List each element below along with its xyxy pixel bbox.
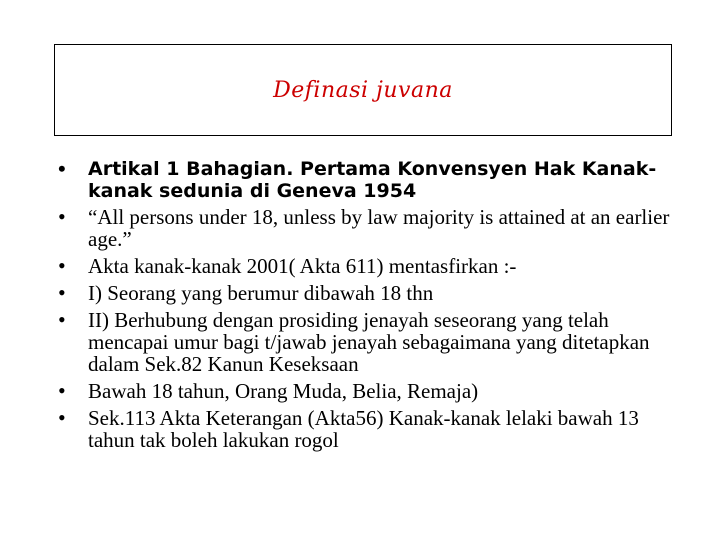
- bullet-text: Sek.113 Akta Keterangan (Akta56) Kanak-kanak lelaki bawah 13 tahun tak boleh lakukan rogol: [88, 406, 639, 452]
- bullet-text: “All persons under 18, unless by law majority is attained at an earlier age.”: [88, 205, 670, 251]
- bullet-item: [0, 206, 728, 250]
- bullet-icon: •: [58, 253, 66, 278]
- bullet-icon: •: [58, 405, 66, 430]
- bullet-text: II) Berhubung dengan prosiding jenayah seseorang yang telah mencapai umur bagi t/jawab jenayah sebagaimana yang ditetapkan dalam Sek.82 Kanun Keseksaan: [88, 308, 650, 376]
- bullet-item: [0, 309, 728, 375]
- slide-title: Definasi juvana: [273, 77, 453, 103]
- bullet-item: [0, 407, 728, 451]
- bullet-icon: •: [58, 280, 66, 305]
- bullet-item: [0, 380, 728, 402]
- bullet-item: [0, 158, 728, 202]
- title-box: [54, 44, 672, 136]
- bullet-text: I) Seorang yang berumur dibawah 18 thn: [88, 281, 434, 305]
- bullet-text: Bawah 18 tahun, Orang Muda, Belia, Remaja): [88, 379, 479, 403]
- bullet-icon: •: [58, 156, 66, 181]
- bullet-icon: •: [58, 307, 66, 332]
- bullet-item: [0, 282, 728, 304]
- bullet-list: [0, 158, 728, 456]
- bullet-icon: •: [58, 378, 66, 403]
- bullet-text: Artikal 1 Bahagian. Pertama Konvensyen Hak Kanak-kanak sedunia di Geneva 1954: [88, 158, 657, 202]
- bullet-icon: •: [58, 204, 66, 229]
- bullet-item: [0, 255, 728, 277]
- bullet-text: Akta kanak-kanak 2001( Akta 611) mentasfirkan :-: [88, 254, 517, 278]
